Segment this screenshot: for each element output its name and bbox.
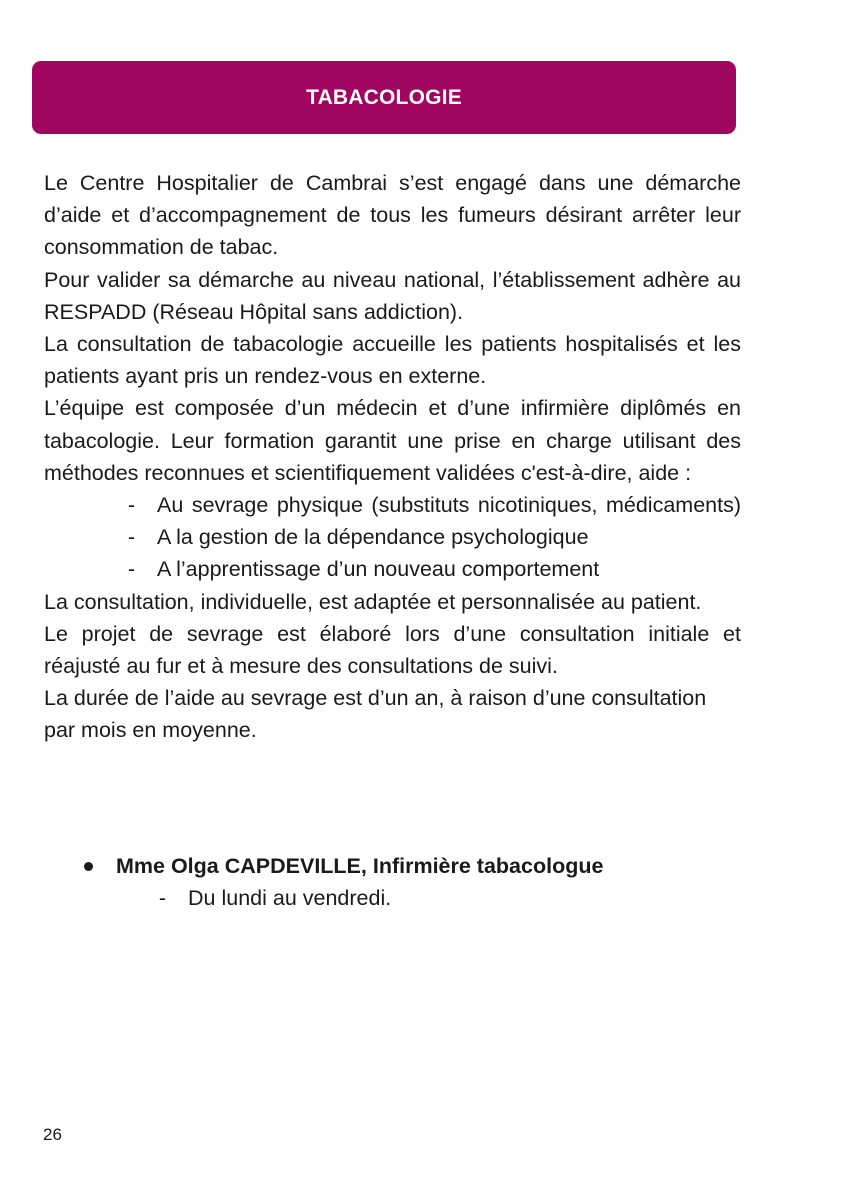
paragraph-duration: La durée de l’aide au sevrage est d’un an, à raison d’une consultation par mois en moyenne. [44, 686, 707, 743]
dash-marker: - [127, 525, 135, 550]
help-list [44, 489, 741, 586]
paragraph-individual: La consultation, individuelle, est adaptée et personnalisée au patient. [44, 589, 702, 614]
page-number: 26 [43, 1125, 62, 1144]
section-title: TABACOLOGIE [306, 85, 462, 109]
contact-row [44, 850, 741, 882]
paragraph-respadd: Pour valider sa démarche au niveau national, l’établissement adhère au RESPADD (Réseau Hôpital sans addiction). [44, 267, 741, 324]
paragraph-team: L’équipe est composée d’un médecin et d’une infirmière diplômés en tabacologie. Leur formation garantit une prise en charge utilisant des méthodes reconnues et scientifiquement validées c'est-à-dire, aide : [44, 396, 741, 485]
paragraph-consultation: La consultation de tabacologie accueille les patients hospitalisés et les patients ayant pris un rendez-vous en externe. [44, 332, 741, 389]
list-item [44, 521, 741, 553]
section-header-bar [32, 61, 736, 134]
bullet-icon [44, 850, 116, 882]
schedule-text: Du lundi au vendredi. [188, 886, 392, 910]
contact-name: Mme Olga CAPDEVILLE, Infirmière tabacologue [116, 854, 604, 878]
paragraph-project: Le projet de sevrage est élaboré lors d’une consultation initiale et réajusté au fur et à mesure des consultations de suivi. [44, 621, 741, 679]
dash-marker: - [127, 493, 135, 518]
list-item [44, 553, 741, 585]
list-item-text: A l’apprentissage d’un nouveau comportement [157, 557, 600, 582]
list-item [44, 489, 741, 521]
main-text [44, 167, 741, 747]
dash-marker: - [127, 557, 135, 582]
paragraph-intro: Le Centre Hospitalier de Cambrai s’est engagé dans une démarche d’aide et d’accompagnement de tous les fumeurs désirant arrêter leur consommation de tabac. [44, 171, 741, 260]
contact-section [44, 850, 741, 914]
schedule-row [44, 882, 741, 914]
list-item-text: Au sevrage physique (substituts nicotiniques, médicaments) [157, 493, 741, 518]
list-item-text: A la gestion de la dépendance psychologique [157, 525, 589, 550]
dash-marker: - [158, 886, 166, 910]
